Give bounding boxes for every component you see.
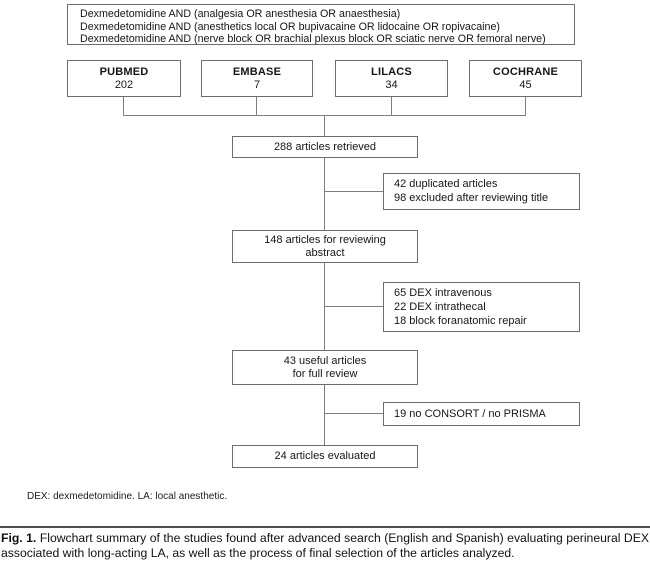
abbreviations-footnote: DEX: dexmedetomidine. LA: local anesthetic.: [27, 491, 228, 502]
database-count: 45: [519, 78, 532, 91]
search-query-line-2: Dexmedetomidine AND (anesthetics local OR bupivacaine OR lidocaine OR ropivacaine): [80, 20, 500, 33]
connector-cochrane-stub: [525, 97, 526, 115]
flow-box-retrieved-label: 288 articles retrieved: [273, 140, 377, 153]
flow-box-evaluated-label: 24 articles evaluated: [274, 450, 376, 462]
connector-embase-stub: [256, 97, 257, 115]
connector-spine-4: [324, 385, 325, 445]
database-box-cochrane: [469, 60, 582, 97]
connector-branch-3: [324, 413, 383, 414]
exclusion-box-abstract-screen: [383, 282, 580, 332]
search-query-box: [67, 4, 575, 45]
exclusion-line: 65 DEX intravenous: [394, 287, 492, 299]
database-name: COCHRANE: [492, 65, 559, 78]
connector-branch-1: [324, 191, 383, 192]
flow-box-abstract-line-1: 148 articles for reviewing: [264, 233, 386, 246]
flow-box-evaluated: [232, 445, 418, 468]
exclusion-box-title-screen: [383, 173, 580, 210]
connector-spine-2: [324, 158, 325, 230]
exclusion-line: 42 duplicated articles: [394, 178, 498, 190]
database-count: 34: [385, 78, 398, 91]
connector-lilacs-stub: [391, 97, 392, 115]
exclusion-line: 22 DEX intrathecal: [394, 301, 486, 313]
flow-box-full-review-line-2: for full review: [292, 367, 358, 380]
connector-spine-1: [324, 115, 325, 136]
exclusion-box-full-text-screen: [383, 402, 580, 426]
flow-box-abstract-line-2: abstract: [305, 246, 345, 259]
flow-box-full-review-line-1: 43 useful articles: [283, 354, 367, 367]
exclusion-line: 19 no CONSORT / no PRISMA: [394, 408, 546, 420]
exclusion-line: 18 block foranatomic repair: [394, 315, 527, 327]
figure-caption-text: Flowchart summary of the studies found after advanced search (English and Spanish) evaluating perineural DEX associated with long-acting LA, as well as the process of final selection of the articles analyzed.: [1, 531, 649, 560]
database-name: PUBMED: [99, 65, 149, 78]
database-box-pubmed: [67, 60, 181, 97]
caption-divider: [0, 526, 650, 528]
database-box-embase: [201, 60, 313, 97]
database-count: 7: [253, 78, 261, 91]
search-query-line-3: Dexmedetomidine AND (nerve block OR brachial plexus block OR sciatic nerve OR femoral nerve): [80, 33, 546, 46]
figure-caption: [1, 531, 649, 560]
exclusion-line: 98 excluded after reviewing title: [394, 192, 549, 204]
search-query-line-1: Dexmedetomidine AND (analgesia OR anesthesia OR anaesthesia): [80, 8, 401, 20]
database-box-lilacs: [335, 60, 448, 97]
connector-pubmed-stub: [123, 97, 124, 115]
database-name: LILACS: [371, 65, 412, 78]
database-name: EMBASE: [232, 65, 282, 78]
flow-box-abstract-review: [232, 230, 418, 263]
connector-branch-2: [324, 306, 383, 307]
flow-box-retrieved: [232, 136, 418, 158]
figure-caption-label: Fig. 1.: [1, 531, 37, 545]
database-count: 202: [114, 78, 134, 91]
flow-box-full-review: [232, 350, 418, 385]
